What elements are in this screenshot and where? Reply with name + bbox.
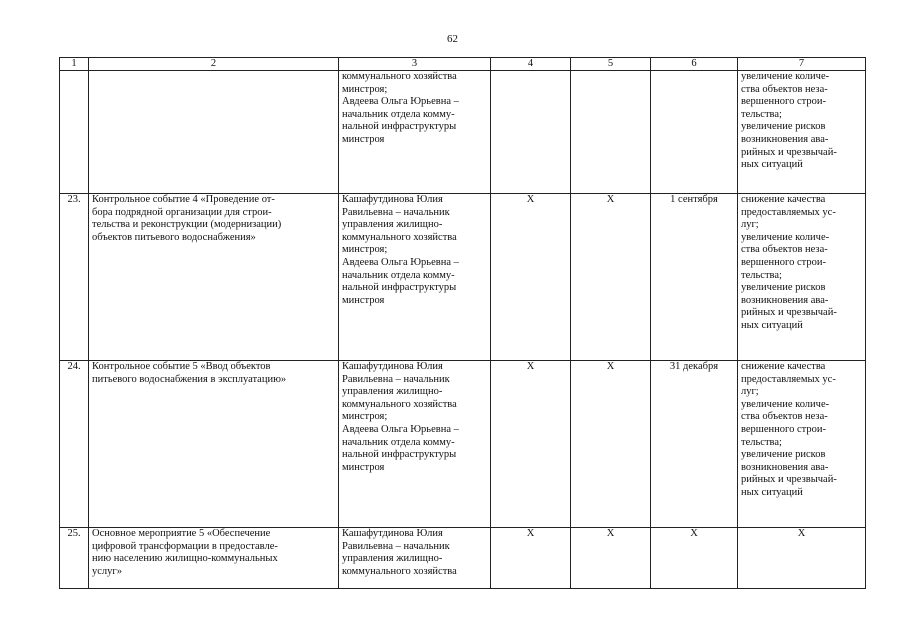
risks-cell: увеличение количе- ства объектов неза- вершенного строи- тельства; увеличение рисков возникновения ава- рийных и чрезвычай- ных ситуаций (738, 71, 866, 194)
column-number: 1 (60, 58, 89, 71)
end-date-cell: Х (571, 194, 651, 361)
event-cell (89, 71, 339, 194)
page-number: 62 (447, 33, 458, 45)
risks-cell: снижение качества предоставляемых ус- луг; увеличение количе- ства объектов неза- вершенного строи- тельства; увеличение рисков возникновения ава- рийных и чрезвычай- ных ситуаций (738, 361, 866, 528)
end-date-cell: Х (571, 528, 651, 589)
column-number: 2 (89, 58, 339, 71)
end-date-cell (571, 71, 651, 194)
plan-table (59, 57, 866, 589)
table-row (60, 194, 866, 361)
row-number-cell: 23. (60, 194, 89, 361)
event-cell: Контрольное событие 4 «Проведение от- бора подрядной организации для строи- тельства и реконструкции (модернизации) объектов питьевого водоснабжения» (89, 194, 339, 361)
control-date-cell: 31 декабря (651, 361, 738, 528)
risks-cell: снижение качества предоставляемых ус- луг; увеличение количе- ства объектов неза- вершенного строи- тельства; увеличение рисков возникновения ава- рийных и чрезвычай- ных ситуаций (738, 194, 866, 361)
start-date-cell: Х (491, 361, 571, 528)
table-row-continuation (60, 71, 866, 194)
responsible-cell: Кашафутдинова Юлия Равильевна – начальник управления жилищно- коммунального хозяйства минстроя; Авдеева Ольга Юрьевна – начальник отдела комму- нальной инфраструктуры минстроя (339, 194, 491, 361)
end-date-cell: Х (571, 361, 651, 528)
event-cell: Контрольное событие 5 «Ввод объектов питьевого водоснабжения в эксплуатацию» (89, 361, 339, 528)
responsible-cell: Кашафутдинова Юлия Равильевна – начальник управления жилищно- коммунального хозяйства минстроя; Авдеева Ольга Юрьевна – начальник отдела комму- нальной инфраструктуры минстроя (339, 361, 491, 528)
start-date-cell (491, 71, 571, 194)
row-number-cell: 25. (60, 528, 89, 589)
column-number: 4 (491, 58, 571, 71)
control-date-cell: 1 сентября (651, 194, 738, 361)
start-date-cell: Х (491, 528, 571, 589)
table-row (60, 361, 866, 528)
control-date-cell (651, 71, 738, 194)
column-number-row (60, 58, 866, 71)
control-date-cell: Х (651, 528, 738, 589)
column-number: 6 (651, 58, 738, 71)
row-number-cell (60, 71, 89, 194)
column-number: 5 (571, 58, 651, 71)
row-number-cell: 24. (60, 361, 89, 528)
column-number: 3 (339, 58, 491, 71)
start-date-cell: Х (491, 194, 571, 361)
responsible-cell: Кашафутдинова Юлия Равильевна – начальник управления жилищно- коммунального хозяйства (339, 528, 491, 589)
responsible-cell: коммунального хозяйства минстроя; Авдеева Ольга Юрьевна – начальник отдела комму- нальной инфраструктуры минстроя (339, 71, 491, 194)
column-number: 7 (738, 58, 866, 71)
risks-cell: Х (738, 528, 866, 589)
table-row (60, 528, 866, 589)
event-cell: Основное мероприятие 5 «Обеспечение цифровой трансформации в предоставле- нию населению жилищно-коммунальных услуг» (89, 528, 339, 589)
